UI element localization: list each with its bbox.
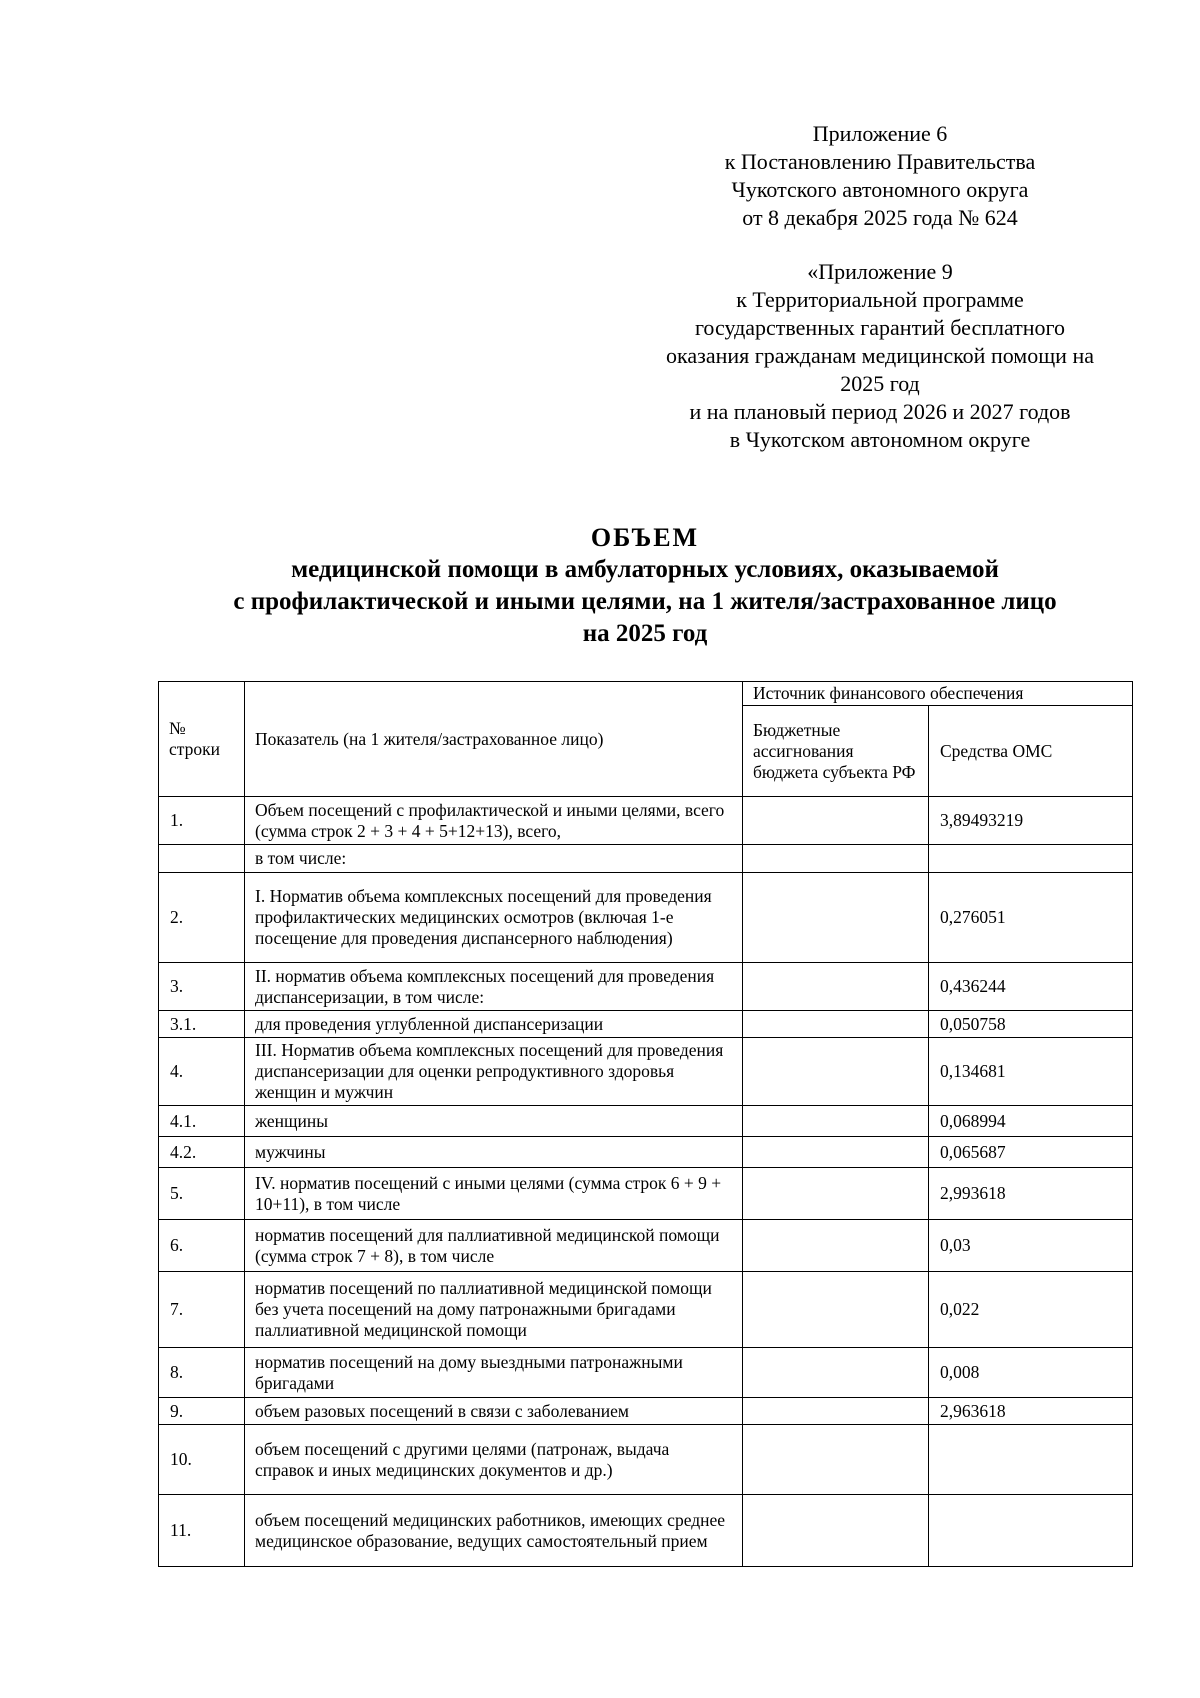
row-label: норматив посещений на дому выездными патронажными бригадами (245, 1348, 743, 1398)
row-number: 3.1. (159, 1011, 245, 1038)
row-label: Объем посещений с профилактической и иными целями, всего (сумма строк 2 + 3 + 4 + 5+12+13), всего, (245, 797, 743, 845)
row-budget (743, 1425, 929, 1495)
table-row (159, 1106, 1133, 1137)
row-label: для проведения углубленной диспансеризации (245, 1011, 743, 1038)
table-row (159, 873, 1133, 963)
appendix-9-line: «Приложение 9 (807, 259, 953, 284)
header-row-number: № строки (159, 682, 245, 797)
table-row (159, 1495, 1133, 1567)
table-row (159, 797, 1133, 845)
header-indicator: Показатель (на 1 жителя/застрахованное лицо) (245, 682, 743, 797)
row-number (159, 845, 245, 873)
row-budget (743, 1348, 929, 1398)
title-main-word: ОБЪЕМ (590, 523, 700, 552)
table-header-row (159, 682, 1133, 706)
row-number: 6. (159, 1220, 245, 1272)
row-number: 3. (159, 963, 245, 1011)
row-oms: 3,89493219 (929, 797, 1133, 845)
row-oms (929, 845, 1133, 873)
row-oms: 0,022 (929, 1272, 1133, 1348)
appendix-9-header (630, 258, 1130, 454)
row-number: 2. (159, 873, 245, 963)
row-oms: 0,134681 (929, 1038, 1133, 1106)
table-row (159, 1168, 1133, 1220)
table-row (159, 1038, 1133, 1106)
header-oms: Средства ОМС (929, 706, 1133, 797)
row-number: 4.1. (159, 1106, 245, 1137)
row-oms: 0,008 (929, 1348, 1133, 1398)
header-budget: Бюджетные ассигнования бюджета субъекта РФ (743, 706, 929, 797)
appendix-6-line: Чукотского автономного округа (731, 177, 1029, 202)
row-oms: 0,065687 (929, 1137, 1133, 1168)
row-number: 5. (159, 1168, 245, 1220)
row-oms (929, 1495, 1133, 1567)
appendix-9-line: оказания гражданам медицинской помощи на (666, 343, 1094, 368)
appendix-6-line: Приложение 6 (812, 121, 948, 146)
table-row (159, 963, 1133, 1011)
row-label: объем посещений с другими целями (патронаж, выдача справок и иных медицинских документов и др.) (245, 1425, 743, 1495)
row-label: IV. норматив посещений с иными целями (сумма строк 6 + 9 + 10+11), в том числе (245, 1168, 743, 1220)
table-row (159, 1220, 1133, 1272)
title-line: на 2025 год (582, 620, 708, 647)
volume-table (158, 681, 1133, 1567)
row-number: 10. (159, 1425, 245, 1495)
row-budget (743, 1038, 929, 1106)
row-oms: 0,03 (929, 1220, 1133, 1272)
table-row (159, 845, 1133, 873)
table-row (159, 1348, 1133, 1398)
row-number: 1. (159, 797, 245, 845)
appendix-9-line: к Территориальной программе (736, 287, 1024, 312)
row-budget (743, 1137, 929, 1168)
row-budget (743, 1398, 929, 1425)
appendix-6-header (630, 120, 1130, 232)
row-oms: 0,050758 (929, 1011, 1133, 1038)
header-funding-source: Источник финансового обеспечения (743, 682, 1133, 706)
row-budget (743, 963, 929, 1011)
row-oms: 2,963618 (929, 1398, 1133, 1425)
row-budget (743, 1495, 929, 1567)
row-oms: 2,993618 (929, 1168, 1133, 1220)
row-label: объем посещений медицинских работников, имеющих среднее медицинское образование, ведущих самостоятельный прием (245, 1495, 743, 1567)
table-row (159, 1425, 1133, 1495)
row-oms: 0,436244 (929, 963, 1133, 1011)
row-label: I. Норматив объема комплексных посещений для проведения профилактических медицинских осмотров (включая 1-е посещение для проведения диспансерного наблюдения) (245, 873, 743, 963)
row-label: в том числе: (245, 845, 743, 873)
document-title (150, 522, 1140, 650)
row-label: норматив посещений по паллиативной медицинской помощи без учета посещений на дому патронажными бригадами паллиативной медицинской помощи (245, 1272, 743, 1348)
title-line: медицинской помощи в амбулаторных условиях, оказываемой (291, 556, 999, 583)
row-budget (743, 1011, 929, 1038)
row-budget (743, 1168, 929, 1220)
row-oms (929, 1425, 1133, 1495)
row-oms: 0,276051 (929, 873, 1133, 963)
appendix-6-line: от 8 декабря 2025 года № 624 (742, 205, 1018, 230)
row-label: II. норматив объема комплексных посещений для проведения диспансеризации, в том числе: (245, 963, 743, 1011)
title-line: с профилактической и иными целями, на 1 жителя/застрахованное лицо (233, 588, 1057, 615)
row-budget (743, 1220, 929, 1272)
row-budget (743, 1272, 929, 1348)
row-oms: 0,068994 (929, 1106, 1133, 1137)
row-label: норматив посещений для паллиативной медицинской помощи (сумма строк 7 + 8), в том числе (245, 1220, 743, 1272)
row-number: 7. (159, 1272, 245, 1348)
row-number: 9. (159, 1398, 245, 1425)
row-number: 11. (159, 1495, 245, 1567)
row-label: женщины (245, 1106, 743, 1137)
appendix-6-line: к Постановлению Правительства (724, 149, 1036, 174)
table-row (159, 1011, 1133, 1038)
appendix-9-line: 2025 год (840, 371, 920, 396)
row-label: III. Норматив объема комплексных посещений для проведения диспансеризации для оценки репродуктивного здоровья женщин и мужчин (245, 1038, 743, 1106)
appendix-9-line: и на плановый период 2026 и 2027 годов (689, 399, 1071, 424)
row-label: объем разовых посещений в связи с заболеванием (245, 1398, 743, 1425)
row-label: мужчины (245, 1137, 743, 1168)
row-budget (743, 873, 929, 963)
table-row (159, 1272, 1133, 1348)
row-budget (743, 1106, 929, 1137)
row-number: 4. (159, 1038, 245, 1106)
row-budget (743, 845, 929, 873)
table-row (159, 1137, 1133, 1168)
row-budget (743, 797, 929, 845)
appendix-9-line: в Чукотском автономном округе (729, 427, 1031, 452)
table-row (159, 1398, 1133, 1425)
appendix-9-line: государственных гарантий бесплатного (694, 315, 1066, 340)
row-number: 4.2. (159, 1137, 245, 1168)
row-number: 8. (159, 1348, 245, 1398)
